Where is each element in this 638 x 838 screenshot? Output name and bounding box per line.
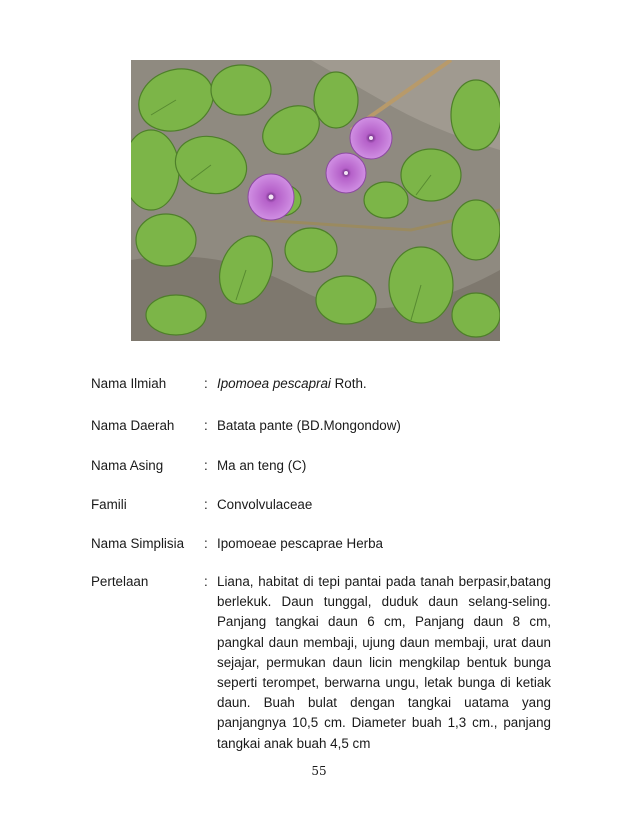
scientific-name: Ipomoea pescaprai [217,376,331,391]
label-famili: Famili [91,497,127,512]
value-nama-ilmiah [217,374,367,394]
label-nama-daerah: Nama Daerah [91,418,175,433]
value-famili: Convolvulaceae [217,497,313,512]
page-number: 55 [311,764,327,778]
label-nama-asing: Nama Asing [91,458,164,473]
value-nama-asing: Ma an teng (C) [217,458,307,473]
plant-photo [131,60,500,341]
colon: : [204,418,208,433]
pertelaan-description: Liana, habitat di tepi pantai pada tanah berpasir,batang berlekuk. Daun tunggal, duduk daun selang-seling. Panjang tangkai daun 6 cm, Panjang daun 8 cm, pangkal daun membaji, ujung daun membaji, urat daun sejajar, permukan daun licin mengkilap bentuk bunga seperti terompet, berwarna ungu, letak bunga di ketiak daun. Buah bulat dengan tangkai uatama yang panjangnya 10,5 cm. Diameter buah 1,3 cm., panjang tangkai anak buah 4,5 cm [217,574,551,751]
label-nama-simplisia: Nama Simplisia [91,536,185,551]
ipomoea-plant-image [131,60,500,341]
label-pertelaan: Pertelaan [91,574,149,589]
colon: : [204,536,208,551]
colon: : [204,497,208,512]
author-name: Roth. [330,376,367,391]
colon: : [204,376,208,391]
value-nama-daerah: Batata pante (BD.Mongondow) [217,418,401,433]
value-nama-simplisia: Ipomoeae pescaprae Herba [217,536,384,551]
colon: : [204,458,208,473]
label-nama-ilmiah: Nama Ilmiah [91,376,167,391]
colon: : [204,574,208,589]
